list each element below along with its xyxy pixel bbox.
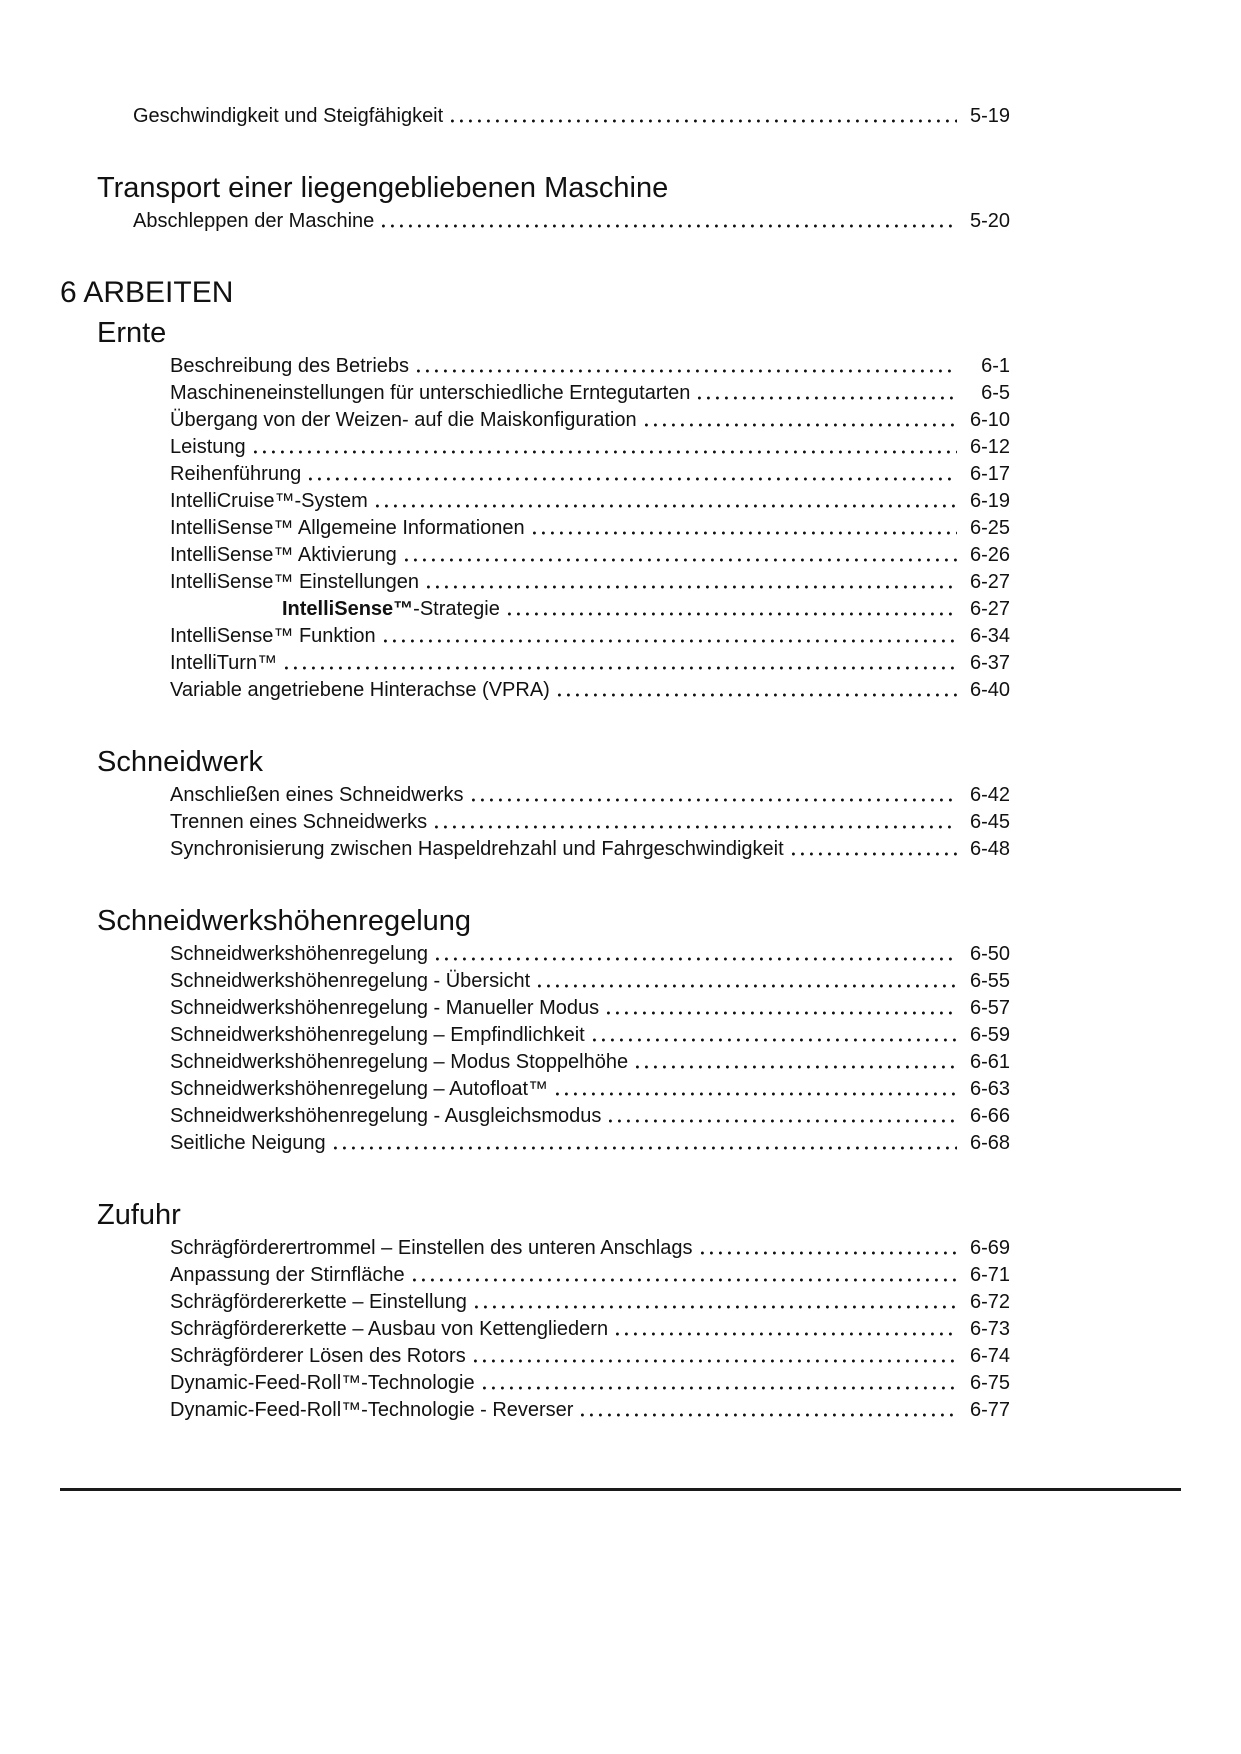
toc-entry-title: Beschreibung des Betriebs <box>170 355 410 377</box>
toc-entry-title: Dynamic-Feed-Roll™-Technologie - Reverser <box>170 1399 574 1421</box>
dot-leader <box>451 103 957 130</box>
toc-entry-title: Reihenführung <box>170 463 302 485</box>
toc-entry <box>170 623 1010 650</box>
toc-entry-title: Anpassung der Stirnfläche <box>170 1264 405 1286</box>
toc-entry-page: 6-27 <box>969 571 1010 593</box>
toc-entry <box>170 968 1010 995</box>
toc-entry <box>170 836 1010 863</box>
dot-leader <box>609 1103 957 1130</box>
toc-entry-title: Schneidwerkshöhenregelung - Übersicht <box>170 970 531 992</box>
dot-leader <box>701 1235 958 1262</box>
toc-entry <box>170 1235 1010 1262</box>
toc-entry-title: Schrägförderer Lösen des Rotors <box>170 1345 466 1367</box>
toc-entry-page: 6-61 <box>969 1051 1010 1073</box>
dot-leader <box>616 1316 957 1343</box>
toc-entry <box>170 515 1010 542</box>
toc-entry-title: Schneidwerkshöhenregelung - Ausgleichsmodus <box>170 1105 602 1127</box>
toc-entry-title: Variable angetriebene Hinterachse (VPRA) <box>170 679 550 701</box>
toc-entry-title: IntelliSense™ Aktivierung <box>170 544 397 566</box>
dot-leader <box>556 1076 957 1103</box>
dot-leader <box>472 782 958 809</box>
toc-entry-page: 6-48 <box>969 838 1010 860</box>
toc-entry <box>170 542 1010 569</box>
toc-entry-page: 5-20 <box>969 210 1010 232</box>
toc-entry <box>170 1370 1010 1397</box>
dot-leader <box>538 968 957 995</box>
toc-entry <box>170 1343 1010 1370</box>
toc-entry-page: 6-59 <box>969 1024 1010 1046</box>
toc-entry-page: 6-77 <box>969 1399 1010 1421</box>
toc-entry-title: Trennen eines Schneidwerks <box>170 811 428 833</box>
toc-entry-page: 6-27 <box>969 598 1010 620</box>
dot-leader <box>508 596 957 623</box>
toc-entry <box>170 941 1010 968</box>
dot-leader <box>558 677 957 704</box>
toc-section <box>60 744 1010 863</box>
toc-entry <box>170 1103 1010 1130</box>
toc-entry <box>170 1316 1010 1343</box>
toc-entry-title: Dynamic-Feed-Roll™-Technologie <box>170 1372 475 1394</box>
section-heading: Zufuhr <box>97 1199 181 1231</box>
toc-section <box>60 170 1010 235</box>
dot-leader <box>309 461 957 488</box>
dot-leader <box>533 515 957 542</box>
toc-entry-page: 6-63 <box>969 1078 1010 1100</box>
toc-entry-page: 6-19 <box>969 490 1010 512</box>
toc-entry-title: IntelliSense™-Strategie <box>282 598 500 620</box>
dot-leader <box>427 569 957 596</box>
toc-entry-title: IntelliSense™ Funktion <box>170 625 376 647</box>
toc-entry-title: Übergang von der Weizen- auf die Maiskonfiguration <box>170 409 637 431</box>
toc-section <box>60 315 1010 704</box>
toc-entry-page: 6-55 <box>969 970 1010 992</box>
toc-entry-title: Leistung <box>170 436 246 458</box>
toc-entry <box>170 380 1010 407</box>
toc-entry-page: 6-10 <box>969 409 1010 431</box>
dot-leader <box>334 1130 957 1157</box>
toc-entry-page: 6-42 <box>969 784 1010 806</box>
toc-entry <box>170 995 1010 1022</box>
toc-entry <box>170 782 1010 809</box>
toc-entry <box>170 488 1010 515</box>
toc-entry-page: 6-71 <box>969 1264 1010 1286</box>
toc-section <box>60 275 1010 311</box>
dot-leader <box>645 407 957 434</box>
toc-entry-page: 6-68 <box>969 1132 1010 1154</box>
dot-leader <box>436 941 957 968</box>
toc-entry-title: Maschineneinstellungen für unterschiedliche Erntegutarten <box>170 382 691 404</box>
toc-entry-title: Seitliche Neigung <box>170 1132 326 1154</box>
footer-rule <box>60 1488 1181 1491</box>
toc-entry-title: IntelliCruise™-System <box>170 490 368 512</box>
toc-entry-page: 6-66 <box>969 1105 1010 1127</box>
toc-entry-title: Schneidwerkshöhenregelung – Autofloat™ <box>170 1078 549 1100</box>
dot-leader <box>636 1049 957 1076</box>
toc-section <box>60 1197 1010 1424</box>
toc-entry-title: Abschleppen der Maschine <box>133 210 375 232</box>
toc-entry-page: 6-25 <box>969 517 1010 539</box>
dot-leader <box>413 1262 957 1289</box>
toc-entry-title: Schneidwerkshöhenregelung <box>170 943 428 965</box>
dot-leader <box>376 488 957 515</box>
toc-entry-title: Synchronisierung zwischen Haspeldrehzahl und Fahrgeschwindigkeit <box>170 838 784 860</box>
toc-entry <box>170 1262 1010 1289</box>
toc-entry-title: IntelliSense™ Allgemeine Informationen <box>170 517 525 539</box>
toc-entry-page: 6-75 <box>969 1372 1010 1394</box>
toc-entry-title: IntelliSense™ Einstellungen <box>170 571 420 593</box>
toc-entry <box>170 650 1010 677</box>
toc-section <box>60 903 1010 1157</box>
toc <box>60 103 1010 1424</box>
toc-entry-page: 6-72 <box>969 1291 1010 1313</box>
section-heading: Ernte <box>97 317 167 349</box>
chapter-heading: 6 ARBEITEN <box>60 276 234 309</box>
toc-entry-title: Schrägfördererkette – Ausbau von Kettengliedern <box>170 1318 609 1340</box>
toc-entry <box>170 434 1010 461</box>
dot-leader <box>254 434 957 461</box>
toc-entry-page: 6-26 <box>969 544 1010 566</box>
toc-entry-page: 6-74 <box>969 1345 1010 1367</box>
dot-leader <box>435 809 957 836</box>
dot-leader <box>474 1343 957 1370</box>
toc-entry-page: 6-34 <box>969 625 1010 647</box>
toc-entry-page: 6-40 <box>969 679 1010 701</box>
dot-leader <box>483 1370 957 1397</box>
dot-leader <box>792 836 957 863</box>
toc-entry <box>170 407 1010 434</box>
toc-entry-page: 6-37 <box>969 652 1010 674</box>
toc-entry-title: Schrägförderertrommel – Einstellen des unteren Anschlags <box>170 1237 693 1259</box>
toc-entry-page: 5-19 <box>969 105 1010 127</box>
section-heading: Transport einer liegengebliebenen Maschine <box>97 172 669 204</box>
section-heading: Schneidwerkshöhenregelung <box>97 905 472 937</box>
toc-entry-title: IntelliTurn™ <box>170 652 278 674</box>
dot-leader <box>285 650 957 677</box>
toc-entry <box>170 569 1010 596</box>
toc-entry-page: 6-57 <box>969 997 1010 1019</box>
toc-entry <box>170 677 1010 704</box>
toc-entry-title: Schrägfördererkette – Einstellung <box>170 1291 467 1313</box>
toc-entry <box>133 103 1010 130</box>
dot-leader <box>417 353 957 380</box>
toc-entry-page: 6-69 <box>969 1237 1010 1259</box>
toc-entry-page: 6-73 <box>969 1318 1010 1340</box>
toc-entry-title: Geschwindigkeit und Steigfähigkeit <box>133 105 444 127</box>
toc-entry-page: 6-50 <box>969 943 1010 965</box>
toc-entry <box>170 1076 1010 1103</box>
toc-entry-title: Anschließen eines Schneidwerks <box>170 784 464 806</box>
dot-leader <box>607 995 957 1022</box>
toc-entry <box>170 1049 1010 1076</box>
toc-entry-page: 6-17 <box>969 463 1010 485</box>
dot-leader <box>475 1289 957 1316</box>
toc-entry-page: 6-5 <box>981 382 1010 404</box>
dot-leader <box>593 1022 957 1049</box>
dot-leader <box>384 623 957 650</box>
toc-entry <box>170 809 1010 836</box>
toc-entry <box>170 1289 1010 1316</box>
toc-entry <box>170 1130 1010 1157</box>
toc-entry <box>170 1397 1010 1424</box>
toc-entry <box>170 353 1010 380</box>
toc-entry <box>170 1022 1010 1049</box>
section-heading: Schneidwerk <box>97 746 264 778</box>
toc-entry <box>282 596 1010 623</box>
toc-entry-page: 6-12 <box>969 436 1010 458</box>
toc-entry-page: 6-1 <box>981 355 1010 377</box>
dot-leader <box>382 208 957 235</box>
toc-entry-page: 6-45 <box>969 811 1010 833</box>
toc-entry-title: Schneidwerkshöhenregelung – Modus Stoppelhöhe <box>170 1051 629 1073</box>
dot-leader <box>405 542 957 569</box>
toc-entry <box>133 208 1010 235</box>
toc-entry-title: Schneidwerkshöhenregelung - Manueller Modus <box>170 997 600 1019</box>
toc-entry-title: Schneidwerkshöhenregelung – Empfindlichkeit <box>170 1024 585 1046</box>
dot-leader <box>698 380 957 407</box>
toc-section <box>60 103 1010 130</box>
toc-entry <box>170 461 1010 488</box>
dot-leader <box>581 1397 957 1424</box>
